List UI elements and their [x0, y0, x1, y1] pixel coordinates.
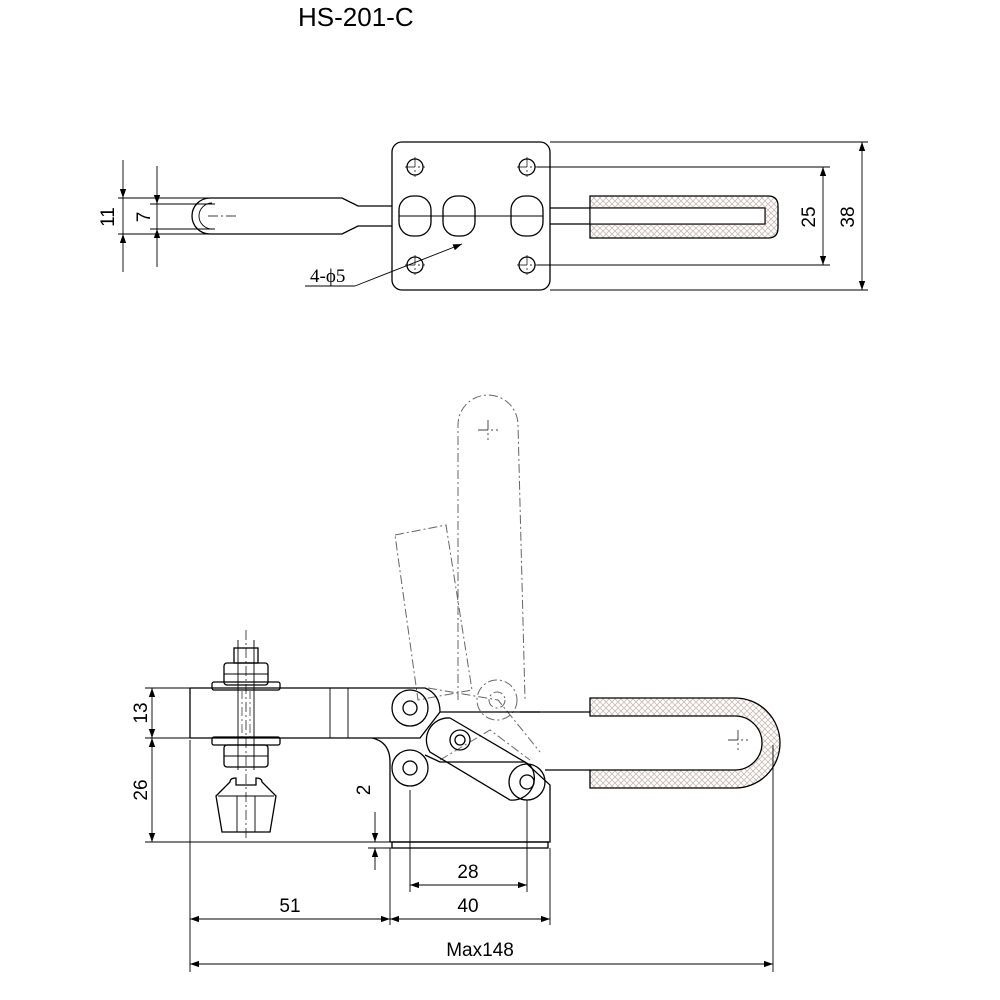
clamp-body — [390, 755, 550, 842]
handle-side — [520, 698, 780, 788]
dim-base-height: 38 — [838, 206, 859, 228]
pivot-bosses — [399, 196, 543, 236]
dim-arm-thickness: 13 — [131, 702, 152, 724]
side-view — [131, 395, 780, 972]
dim-base-width: 40 — [457, 896, 479, 917]
dim-spindle-offset: 51 — [279, 896, 301, 917]
drawing-title: HS-201-C — [298, 2, 414, 32]
dim-handle-inner: 7 — [134, 211, 155, 223]
dim-pivot-spacing: 28 — [457, 862, 479, 883]
linkage — [426, 712, 545, 800]
dim-max-length: Max148 — [446, 940, 514, 961]
dim-base-gap: 2 — [354, 784, 375, 796]
hole-callout: 4-ϕ5 — [310, 266, 346, 287]
dim-hole-spacing: 25 — [799, 206, 820, 228]
base-plate-side — [392, 842, 548, 848]
top-view — [98, 142, 868, 290]
dim-arm-height: 26 — [131, 779, 152, 801]
clamp-spindle — [212, 630, 280, 840]
dim-handle-outer: 11 — [98, 207, 119, 227]
